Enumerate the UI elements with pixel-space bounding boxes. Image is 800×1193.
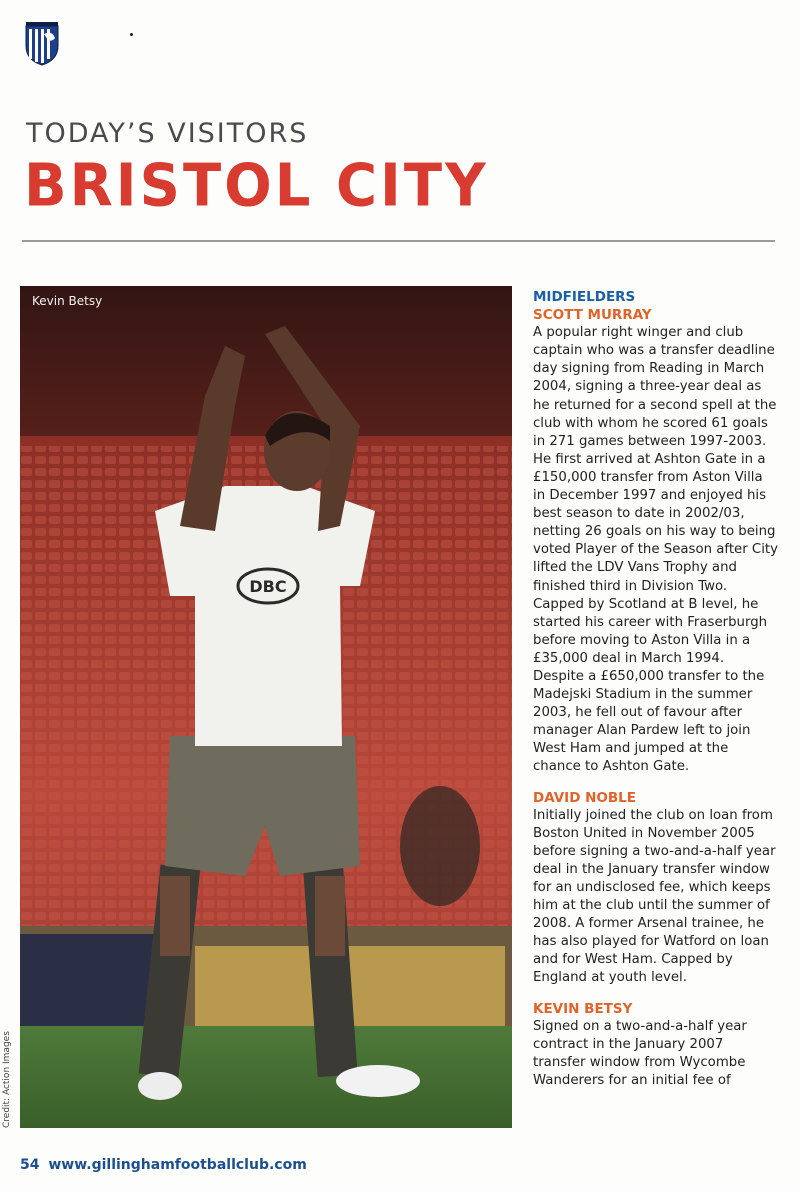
player-entry-kevin-betsy [533,1000,778,1090]
player-name: SCOTT MURRAY [533,307,652,324]
player-bio-paragraph: A popular right winger and club captain who was a transfer deadline day signing from Reading in March 2004, signing a three-year deal as he returned for a second spell at the club with whom he scored 61 goals in 271 games between 1997-2003. He first arrived at Ashton Gate in a £150,000 transfer from Aston Villa in December 1997 and enjoyed his best season to date in 2002/03, netting 26 goals on his way to being voted Player of the Season after City lifted the LDV Vans Trophy and finished third in Division Two. [533,325,778,594]
section-kicker: TODAY’S VISITORS [26,118,309,149]
player-bio-paragraph: Initially joined the club on loan from Boston United in November 2005 before signing a two-and-a-half year deal in the January transfer window for an undisclosed fee, which keeps him at the club until the summer of 2008. A former Arsenal trainee, he has also played for Watford on loan and for West Ham. Capped by England at youth level. [533,807,776,986]
shirt-sponsor: DBC [249,577,287,596]
player-name: KEVIN BETSY [533,1000,633,1017]
player-entry-david-noble [533,789,778,988]
club-crest-logo [24,20,60,66]
player-entry-scott-murray [533,306,778,776]
header-divider [22,240,775,242]
player-bio-paragraph: Capped by Scotland at B level, he started his career with Fraserburgh before moving to Aston Villa in a £35,000 deal in March 1994. Despite a £650,000 transfer to the Madejski Stadium in the summer 2003, he fell out of favour after manager Alan Pardew left to join West Ham and jumped at the chance to Ashton Gate. [533,596,768,775]
section-heading: MIDFIELDERS [533,289,636,305]
player-photo [20,286,512,1128]
player-bio-paragraph: Signed on a two-and-a-half year contract in the January 2007 transfer window from Wycombe Wanderers for an initial fee of [533,1018,747,1088]
page-title: BRISTOL CITY [24,152,489,221]
player-name: DAVID NOBLE [533,789,637,806]
photo-credit: Credit: Action Images [2,1031,12,1128]
page-number: 54 [20,1157,40,1173]
article-column [533,288,778,1090]
photo-caption: Kevin Betsy [32,294,103,308]
website-link[interactable]: www.gillinghamfootballclub.com [48,1157,307,1173]
page-footer [20,1157,307,1173]
print-speck [130,33,133,36]
